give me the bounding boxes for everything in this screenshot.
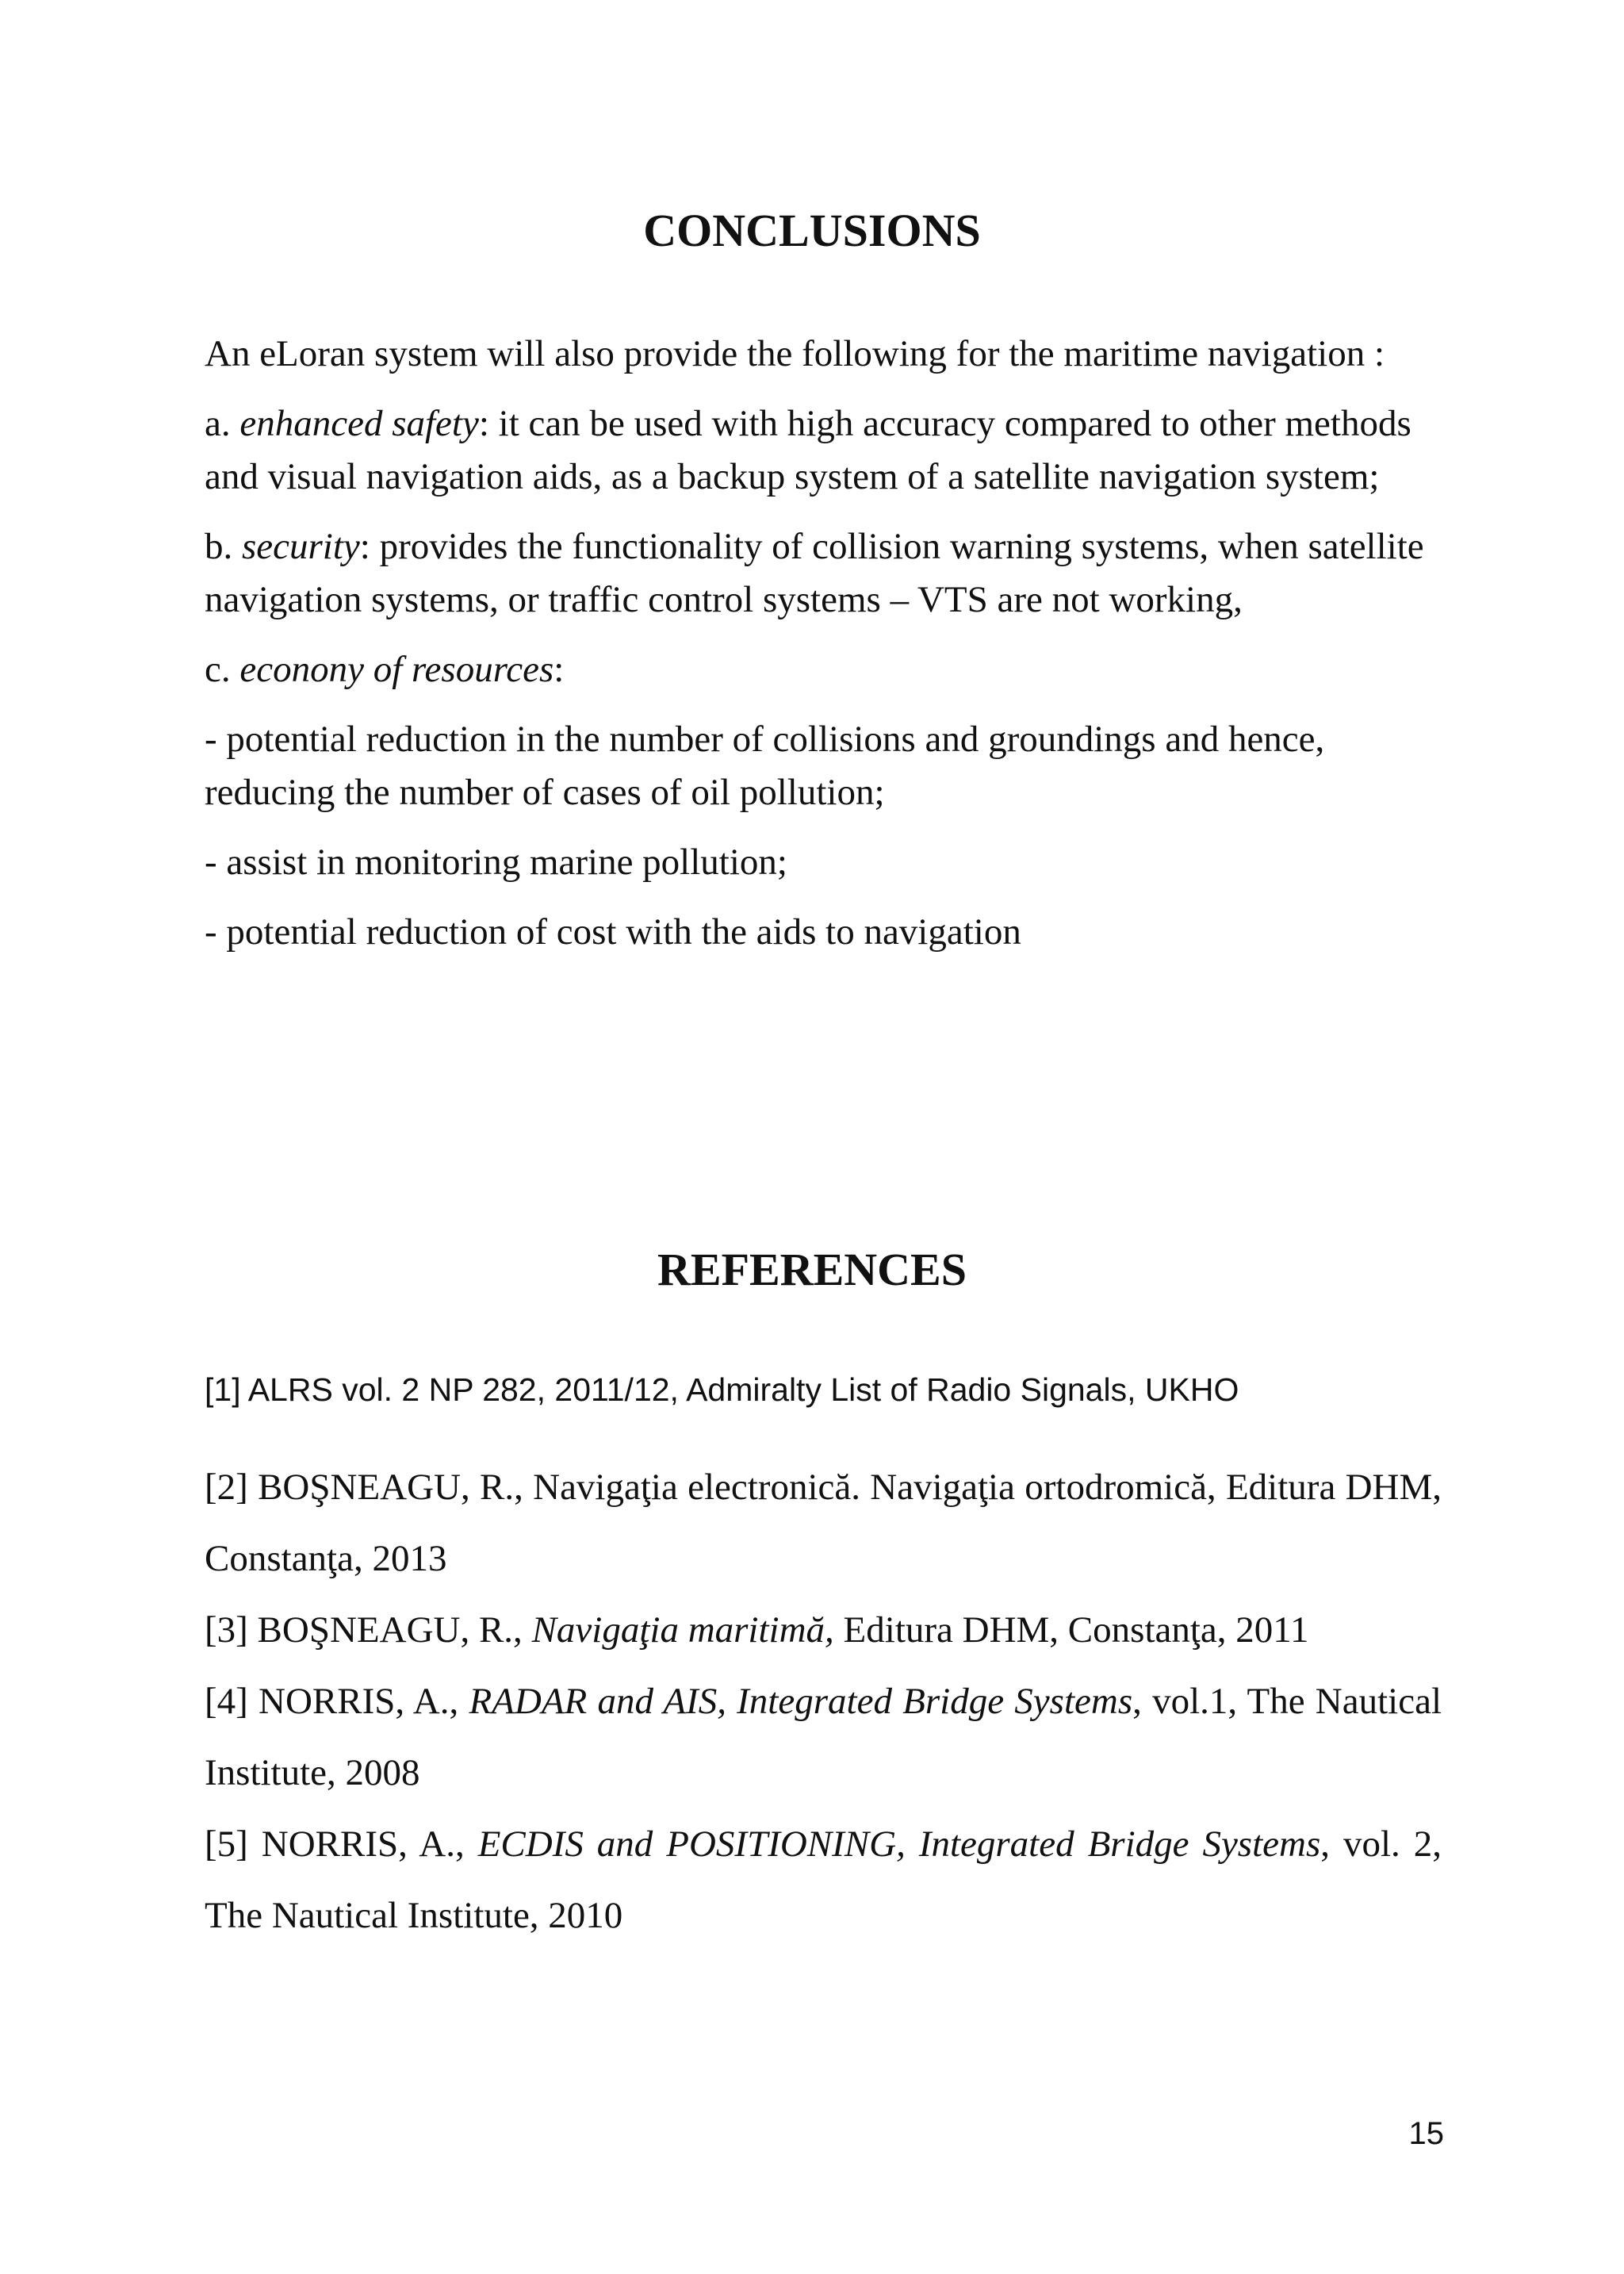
reference-3 (205, 1594, 1442, 1666)
item-term: econony of resources (239, 649, 554, 690)
item-text: : (553, 649, 565, 690)
item-term: enhanced safety (239, 403, 479, 444)
conclusions-body (205, 328, 1442, 976)
conclusions-heading: CONCLUSIONS (643, 205, 981, 256)
reference-title: RADAR and AIS, Integrated Bridge Systems (469, 1681, 1133, 1722)
conclusions-intro: An eLoran system will also provide the following for the maritime navigation : (205, 333, 1385, 374)
item-prefix: b. (205, 526, 242, 567)
reference-prefix: [3] BOŞNEAGU, R., (205, 1609, 532, 1651)
item-prefix: c. (205, 649, 240, 690)
reference-prefix: [4] NORRIS, A., (205, 1681, 469, 1722)
reference-4 (205, 1666, 1442, 1808)
conclusion-item-enhanced-safety (205, 397, 1442, 504)
bullet-item: - potential reduction in the number of collisions and groundings and hence, reducing the number of cases of oil pollution; (205, 719, 1325, 813)
reference-5 (205, 1808, 1442, 1951)
reference-prefix: [5] NORRIS, A., (205, 1823, 478, 1865)
bullet-item: - potential reduction of cost with the aids to navigation (205, 911, 1021, 953)
reference-suffix: Editura DHM, Constanţa, 2011 (833, 1609, 1309, 1651)
reference-title: Navigaţia maritimă, (531, 1609, 834, 1651)
reference-suffix: , vol. 2, The Nautical Institute, 2010 (205, 1823, 1442, 1936)
references-list (205, 1451, 1442, 1951)
reference-2: [2] BOŞNEAGU, R., Navigaţia electronică. Navigaţia ortodromică, Editura DHM, Constanţa, 2013 (205, 1467, 1442, 1579)
reference-title: ECDIS and POSITIONING, Integrated Bridge Systems (477, 1823, 1321, 1865)
reference-suffix: , vol.1, The Nautical Institute, 2008 (205, 1681, 1442, 1793)
conclusion-item-economy (205, 643, 1442, 696)
item-text: : provides the functionality of collision warning systems, when satellite navigation systems, or traffic control systems – VTS are not working, (205, 526, 1424, 620)
references-heading: REFERENCES (657, 1244, 967, 1295)
item-term: security (242, 526, 360, 567)
reference-1: [1] ALRS vol. 2 NP 282, 2011/12, Admiralty List of Radio Signals, UKHO (205, 1371, 1239, 1408)
item-text: : it can be used with high accuracy compared to other methods and visual navigation aids, as a backup system of a satellite navigation system; (205, 403, 1411, 497)
page-number: 15 (1408, 2116, 1444, 2151)
bullet-item: - assist in monitoring marine pollution; (205, 842, 787, 883)
conclusion-item-security (205, 520, 1442, 627)
item-prefix: a. (205, 403, 240, 444)
